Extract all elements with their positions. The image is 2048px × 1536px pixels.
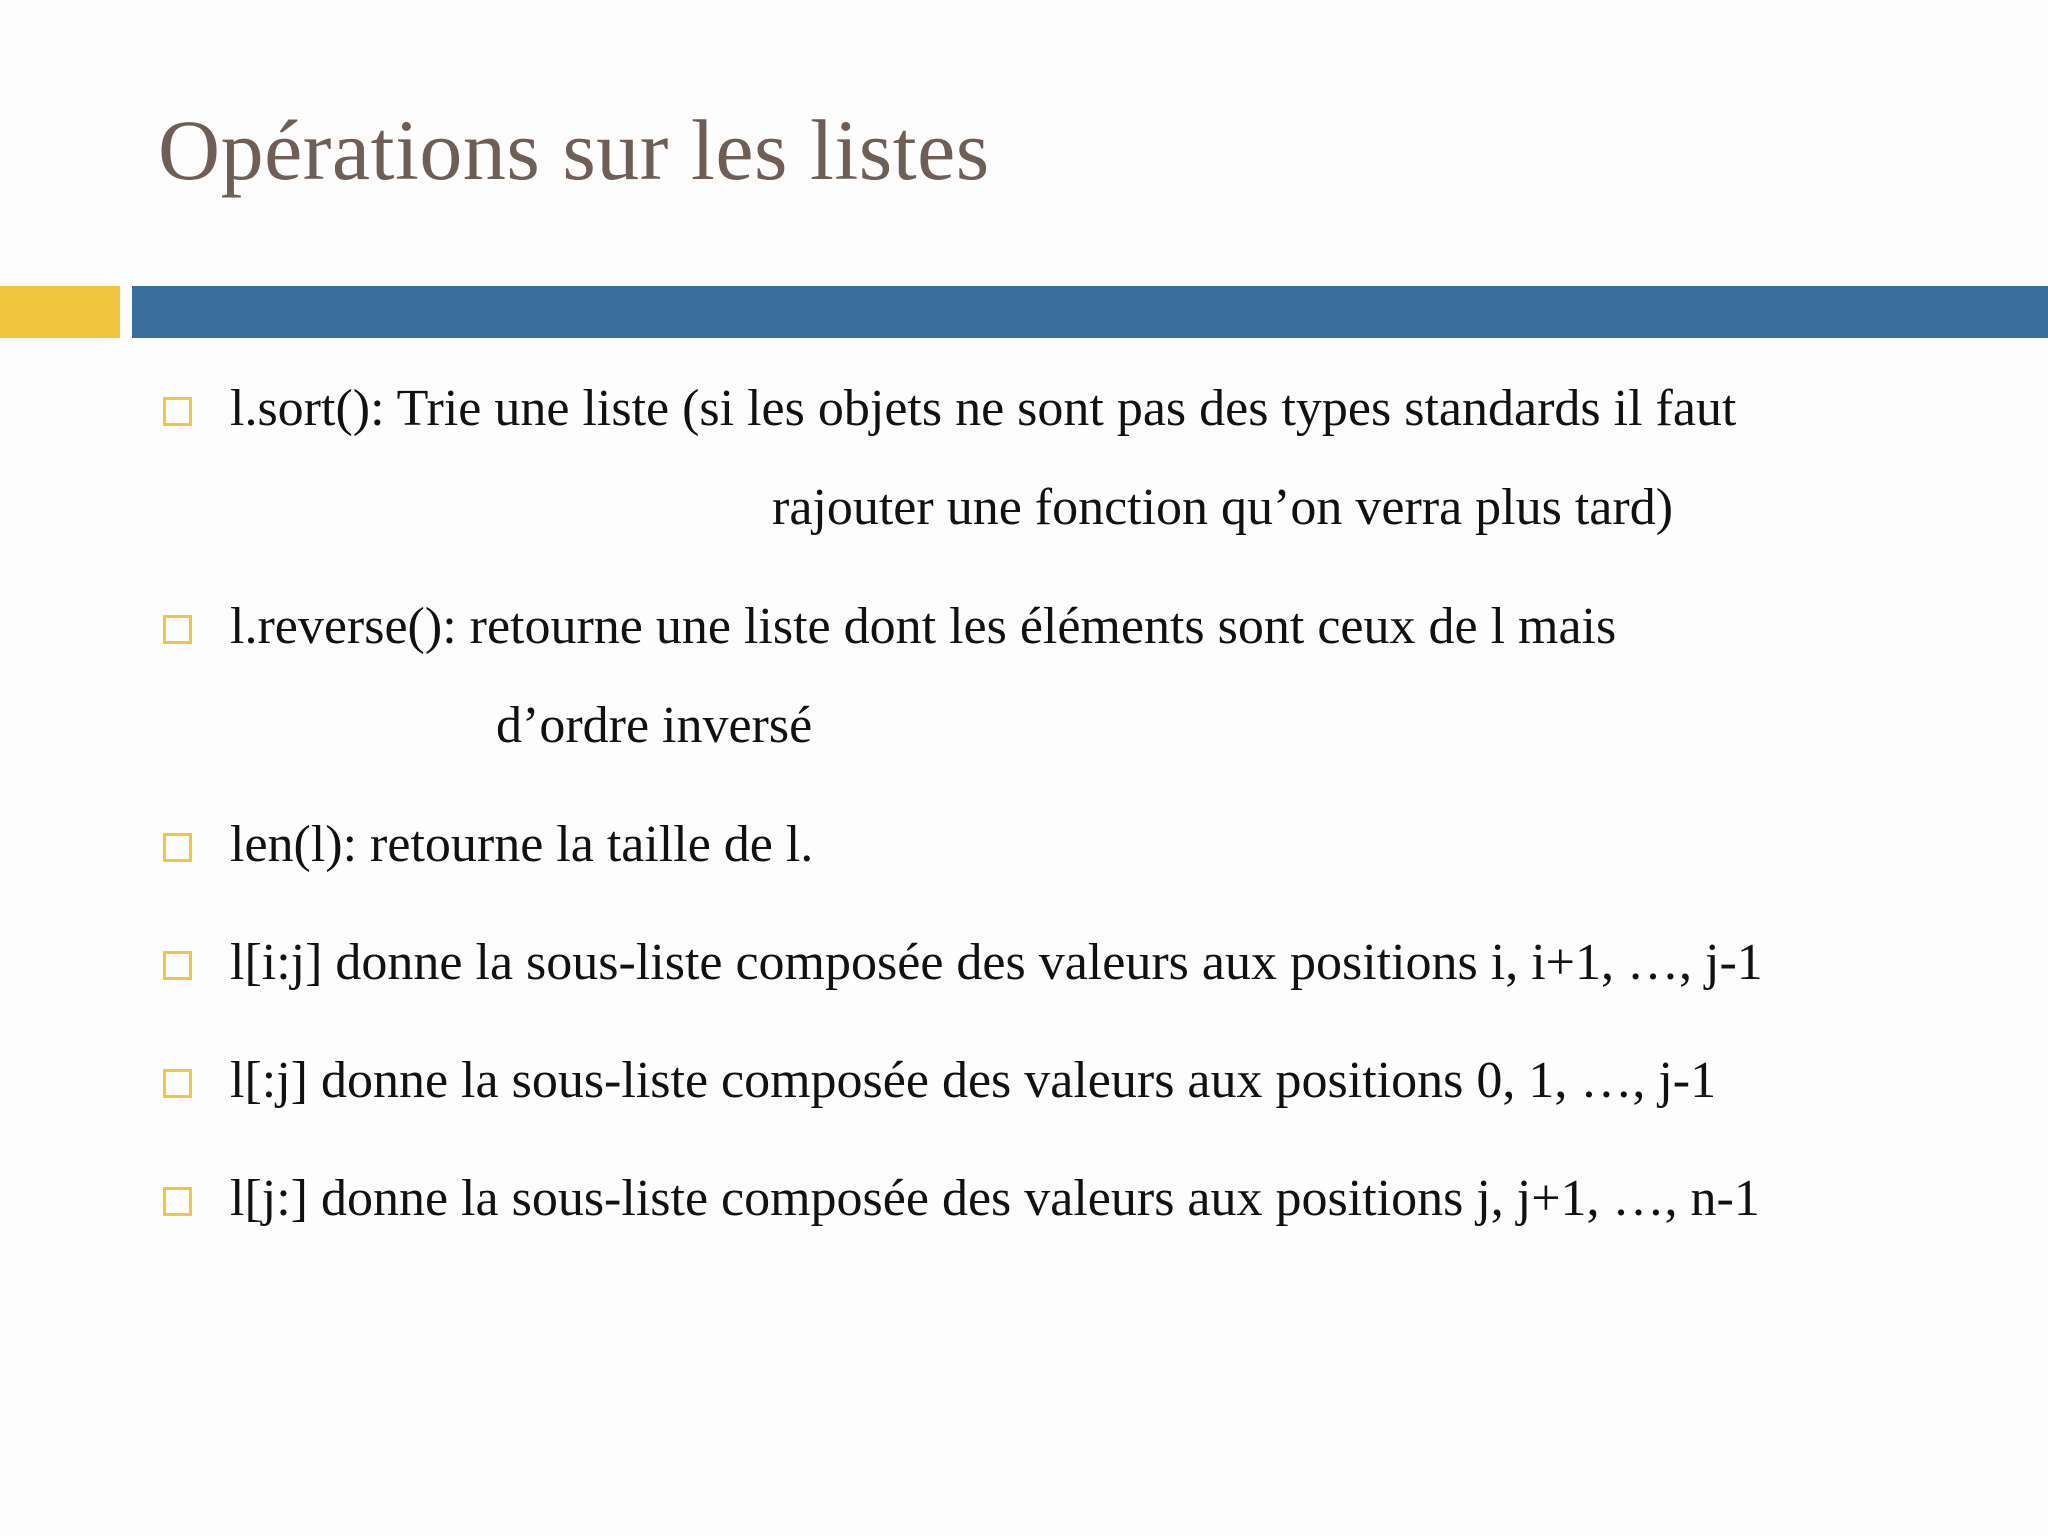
bullet-box-icon <box>163 615 192 644</box>
bullet-text: l.sort(): Trie une liste (si les objets ne sont pas des types standards il faut <box>230 380 1737 437</box>
bullet-box-icon <box>163 397 192 426</box>
bullet-text: l[j:] donne la sous-liste composée des valeurs aux positions j, j+1, …, n-1 <box>230 1170 1760 1227</box>
bullet-text-continuation: d’ordre inversé <box>496 697 813 754</box>
bullet-text-continuation: rajouter une fonction qu’on verra plus tard) <box>772 479 1674 536</box>
bullet-box-icon <box>163 951 192 980</box>
bullet-box-icon <box>163 1069 192 1098</box>
slide-title: Opérations sur les listes <box>158 102 990 198</box>
bullet-text: l[i:j] donne la sous-liste composée des valeurs aux positions i, i+1, …, j-1 <box>230 934 1763 991</box>
bullet-text: l[:j] donne la sous-liste composée des valeurs aux positions 0, 1, …, j-1 <box>230 1052 1717 1109</box>
bullet-box-icon <box>163 833 192 862</box>
bullet-text: l.reverse(): retourne une liste dont les éléments sont ceux de l mais <box>230 598 1617 655</box>
bullet-box-icon <box>163 1187 192 1216</box>
bullet-text: len(l): retourne la taille de l. <box>230 816 814 873</box>
